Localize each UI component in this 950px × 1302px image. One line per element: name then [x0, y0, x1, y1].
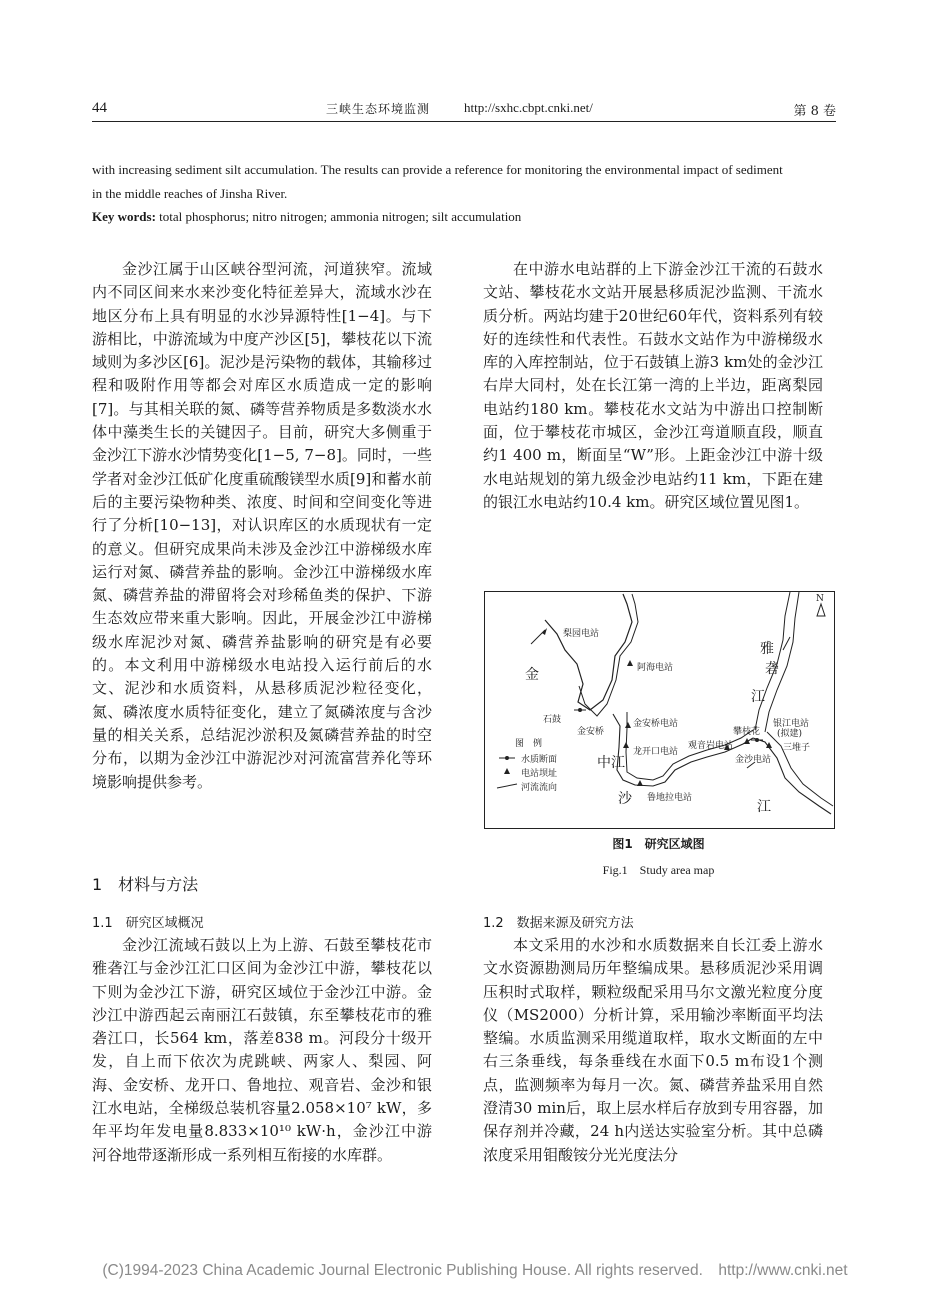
- abstract-line-1: with increasing sediment silt accumulation. The results can provide a reference for monitoring the environmental impact of sediment: [92, 162, 783, 177]
- journal-name: 三峡生态环境监测: [326, 102, 431, 116]
- shigu-wq-marker: [574, 708, 586, 712]
- section-1-1-text: 金沙江流域石鼓以上为上游、石鼓至攀枝花市雅砻江与金沙江汇口区间为金沙江中游，攀枝花以下则为金沙江下游，研究区域位于金沙江中游。金沙江中游西起云南丽江石鼓镇，东至攀枝花市的雅砻江口，长564 km，落差838 m。河段分十级开发，自上而下依次为虎跳峡、两家人、梨园、阿海、金安桥、龙开口、鲁地拉、观音岩、金沙和银江水电站，全梯级总装机容量2.058×10⁷ kW，多年平均年发电量8.833×10¹⁰ kW·h，金沙江中游河谷地带逐渐形成一系列相互衔接的水库群。: [92, 936, 432, 1164]
- zhong-label: 中江: [597, 755, 625, 771]
- ahai-station-marker: [627, 660, 633, 666]
- page-header: [92, 98, 836, 120]
- panzhihua-label: 攀枝花: [733, 727, 761, 737]
- volume-label: 第 8 卷: [793, 104, 836, 119]
- section-1-1-title: 1.1 研究区域概况: [92, 916, 204, 931]
- legend-item-station: 电站坝址: [521, 769, 558, 779]
- intro-paragraph: 金沙江属于山区峡谷型河流，河道狭窄。流域内不同区间来水来沙变化特征差异大，流域水沙在地区分布上具有明显的水沙异源特性[1−4]。与下游相比，中游流域为中度产沙区[5]，攀枝花以下流域则为多沙区[6]。泥沙是污染物的载体，其输移过程和吸附作用等都会对库区水质造成一定的影响[7]。与其相关联的氮、磷等营养物质是多数淡水水体中藻类生长的关键因子。目前，研究大多侧重于金沙江下游水沙情势变化[1−5, 7−8]。同时，一些学者对金沙江低矿化度重硫酸镁型水质[9]和蓄水前后的主要污染物种类、浓度、时间和空间变化等进行了分析[10−13]，对认识库区的水质现状有一定的意义。但研究成果尚未涉及金沙江中游梯级水库运行对氮、磷营养盐的影响。金沙江中游梯级水库氮、磷营养盐的滞留将会对珍稀鱼类的保护、下游生态效应带来重大影响。因此，开展金沙江中游梯级水库泥沙对氮、磷营养盐影响的研究是有必要的。本文利用中游梯级水电站投入运行前后的水文、泥沙和水质资料，从悬移质泥沙粒径变化，氮、磷浓度水质特征变化，建立了氮磷浓度与含沙量的相关关系，总结泥沙淤积及氮磷营养盐的时空分布，以期为金沙江中游泥沙对河流富营养化等环境影响提供参考。: [92, 260, 432, 791]
- liyuan-label: 梨园电站: [563, 629, 600, 639]
- section-1-1-column: [92, 934, 432, 1194]
- jinsha-station-label: 金沙电站: [735, 755, 772, 765]
- section-1-2-column: [483, 934, 823, 1194]
- ludila-station-marker: [637, 780, 643, 786]
- sha-label: 沙: [618, 791, 632, 807]
- section-1-2-text: 本文采用的水沙和水质数据来自长江委上游水文水资源勘测局历年整编成果。悬移质泥沙采用调压积时式取样，颗粒级配采用马尔文激光粒度分度仪（MS2000）分析计算，采用输沙率断面平均法整编。水质监测采用缆道取样，取水文断面的左中右三条垂线，每条垂线在水面下0.5 m布设1个测点，监测频率为每月一次。氮、磷营养盐采用自然澄清30 min后，取上层水样后存放到专用容器，加保存剂并冷藏，24 h内送达实验室分析。其中总磷浓度采用钼酸铵分光光度法分: [483, 936, 823, 1164]
- legend-station-icon: [504, 768, 510, 774]
- header-rule: [92, 121, 836, 122]
- jinsha-station-marker: [744, 738, 750, 744]
- yinjiang-note: (拟建): [777, 729, 803, 739]
- jin-label: 金: [525, 667, 539, 683]
- abstract-line-2: in the middle reaches of Jinsha River.: [92, 186, 288, 201]
- right-paragraph: 在中游水电站群的上下游金沙江干流的石鼓水文站、攀枝花水文站开展悬移质泥沙监测、干流水质分析。两站均建于20世纪60年代，资料系列有较好的连续性和代表性。石鼓水文站作为中游梯级水库的入库控制站，位于石鼓镇上游3 km处的金沙江右岸大同村，处在长江第一湾的上半边，距离梨园电站约180 km。攀枝花水文站为中游出口控制断面，位于攀枝花市城区，金沙江弯道顺直段，顺直约1 400 m，断面呈“W”形。上距金沙江中游十级水电站规划的第九级金沙电站约11 km，下距在建的银江水电站约10.4 km。研究区域位置见图1。: [483, 260, 823, 511]
- section-1-2-title: 1.2 数据来源及研究方法: [483, 916, 634, 931]
- longkaikou-label: 龙开口电站: [633, 747, 679, 757]
- ya-label: 雅: [760, 641, 774, 657]
- keywords-text: total phosphorus; nitro nitrogen; ammonia nitrogen; silt accumulation: [159, 209, 522, 224]
- figure-caption-en: Fig.1 Study area map: [602, 863, 715, 877]
- legend-flow-icon: [497, 784, 517, 788]
- legend-title: 图 例: [515, 739, 543, 749]
- north-label: N: [816, 594, 824, 604]
- shigu-label: 石鼓: [543, 715, 562, 725]
- guanyinyan-label: 观音岩电站: [688, 741, 734, 751]
- sanduizi-label: 三堆子: [783, 743, 811, 753]
- flow-arrow-1-head: [542, 628, 547, 635]
- keywords: [92, 205, 836, 229]
- section-1-title: 1 材料与方法: [92, 875, 199, 894]
- copyright-footer: (C)1994-2023 China Academic Journal Electronic Publishing House. All rights reserved. http://www.cnki.net: [102, 1262, 848, 1279]
- legend-item-flow: 河流流向: [521, 783, 558, 793]
- yinjiang-label: 银江电站: [773, 719, 810, 729]
- intro-column: [92, 258, 432, 858]
- right-column: [483, 258, 823, 578]
- jiang-lower-label: 江: [757, 799, 771, 815]
- journal-url[interactable]: http://sxhc.cbpt.cnki.net/: [464, 100, 593, 115]
- figure-caption-zh: 图1 研究区域图: [612, 837, 705, 851]
- ludila-label: 鲁地拉电站: [647, 793, 693, 803]
- page-number: 44: [92, 100, 107, 116]
- keywords-label: Key words:: [92, 209, 156, 224]
- jinanqiao-station-label: 金安桥电站: [633, 719, 679, 729]
- north-arrow-shape: [817, 604, 825, 616]
- study-area-map: [484, 591, 835, 829]
- long-label: 砻: [765, 661, 779, 677]
- jiang-upper-label: 江: [751, 689, 765, 705]
- jinanqiao-station-marker: [625, 722, 631, 728]
- legend-item-wq: 水质断面: [521, 755, 558, 765]
- jinanqiao-town-label: 金安桥: [577, 727, 605, 737]
- longkaikou-station-marker: [623, 742, 629, 748]
- flow-arrow-2: [783, 637, 790, 650]
- jinsha-river: [545, 594, 632, 710]
- ahai-label: 阿海电站: [637, 663, 674, 673]
- legend-wq-icon: [499, 756, 515, 760]
